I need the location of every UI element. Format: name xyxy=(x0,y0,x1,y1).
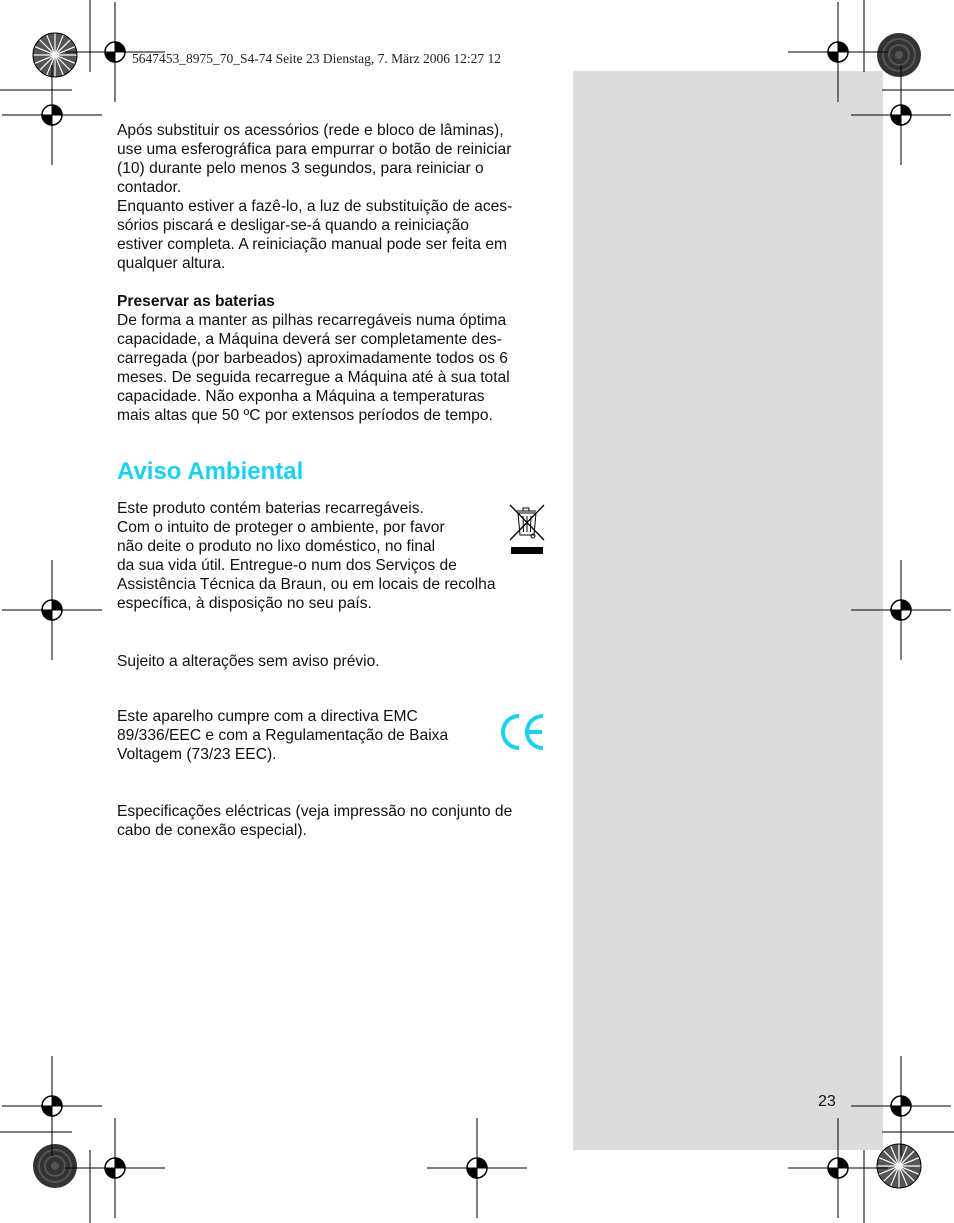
notice-text: Sujeito a alterações sem aviso prévio. xyxy=(117,653,380,670)
text-line: Com o intuito de proteger o ambiente, por favor xyxy=(117,519,445,536)
color-wheel-icon xyxy=(33,33,77,77)
text-line: Voltagem (73/23 EEC). xyxy=(117,746,277,763)
environment-heading: Aviso Ambiental xyxy=(117,458,304,485)
text-line: Assistência Técnica da Braun, ou em locais de recolha xyxy=(117,576,496,593)
color-wheel-icon xyxy=(877,33,921,77)
registration-mark-icon xyxy=(851,1056,951,1156)
text-line: Este aparelho cumpre com a directiva EMC xyxy=(117,708,418,725)
text-line: da sua vida útil. Entregue-o num dos Serviços de xyxy=(117,557,457,574)
registration-mark-icon xyxy=(851,560,951,660)
text-line: Enquanto estiver a fazê-lo, a luz de substituição de aces- xyxy=(117,198,513,215)
text-line: mais altas que 50 ºC por extensos períodos de tempo. xyxy=(117,407,493,424)
text-line: use uma esferográfica para empurrar o botão de reiniciar xyxy=(117,141,512,158)
text-line: De forma a manter as pilhas recarregáveis numa óptima xyxy=(117,312,507,329)
text-line: meses. De seguida recarregue a Máquina até à sua total xyxy=(117,369,510,386)
text-line: 89/336/EEC e com a Regulamentação de Baixa xyxy=(117,727,449,744)
text-line: não deite o produto no lixo doméstico, no final xyxy=(117,538,436,555)
text-line: qualquer altura. xyxy=(117,255,226,272)
text-line: Após substituir os acessórios (rede e bloco de lâminas), xyxy=(117,122,504,139)
registration-mark-icon xyxy=(427,1118,527,1218)
registration-mark-icon xyxy=(65,2,165,102)
color-wheel-icon xyxy=(877,1144,921,1188)
registration-mark-icon xyxy=(788,2,888,102)
batteries-title: Preservar as baterias xyxy=(117,293,275,310)
text-line: (10) durante pelo menos 3 segundos, para reiniciar o xyxy=(117,160,484,177)
text-line: contador. xyxy=(117,179,182,196)
ce-mark-icon xyxy=(498,711,546,753)
crossed-bin-icon xyxy=(508,503,546,557)
registration-mark-icon xyxy=(788,1118,888,1218)
registration-mark-icon xyxy=(851,65,951,165)
color-wheel-icon xyxy=(33,1144,77,1188)
registration-mark-icon xyxy=(65,1118,165,1218)
emc-paragraph xyxy=(117,707,497,764)
registration-mark-icon xyxy=(2,65,102,165)
text-line: capacidade, a Máquina deverá ser completamente des- xyxy=(117,331,502,348)
reset-paragraph xyxy=(117,121,549,273)
batteries-section xyxy=(117,292,549,425)
registration-mark-icon xyxy=(2,1056,102,1156)
text-line: estiver completa. A reiniciação manual pode ser feita em xyxy=(117,236,508,253)
registration-mark-icon xyxy=(2,560,102,660)
main-text-column xyxy=(117,121,549,425)
environment-paragraph xyxy=(117,499,557,613)
text-line: sórios piscará e desligar-se-á quando a reiniciação xyxy=(117,217,469,234)
text-line: carregada (por barbeados) aproximadamente todos os 6 xyxy=(117,350,508,367)
print-slug: 5647453_8975_70_S4-74 Seite 23 Dienstag, 7. März 2006 12:27 12 xyxy=(132,51,501,66)
text-line: específica, à disposição no seu país. xyxy=(117,595,372,612)
specs-paragraph xyxy=(117,802,557,840)
page-number: 23 xyxy=(818,1093,836,1110)
text-line: capacidade. Não exponha a Máquina a temperaturas xyxy=(117,388,485,405)
text-line: cabo de conexão especial). xyxy=(117,822,307,839)
text-line: Este produto contém baterias recarregáveis. xyxy=(117,500,424,517)
text-line: Especificações eléctricas (veja impressão no conjunto de xyxy=(117,803,513,820)
